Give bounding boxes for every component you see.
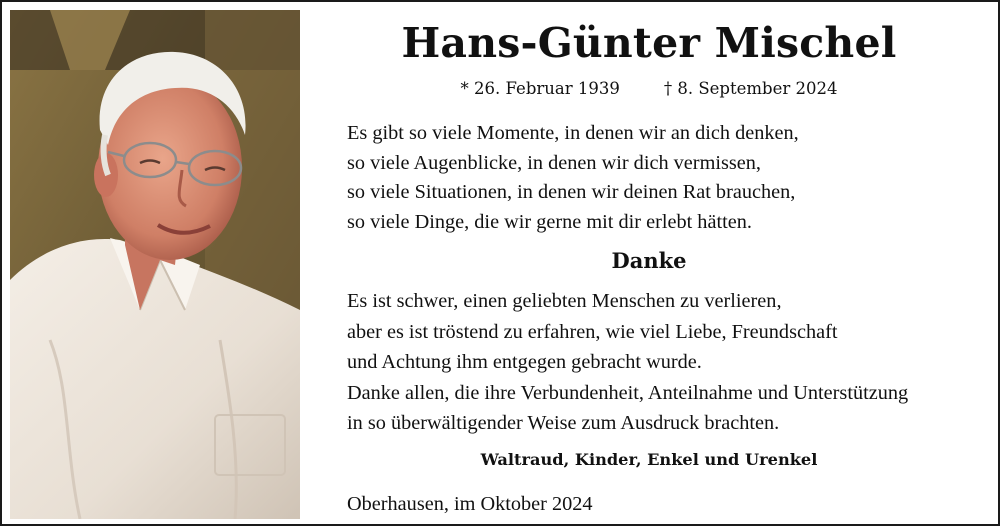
poem-line: Es gibt so viele Momente, in denen wir an dich denken, bbox=[347, 122, 799, 144]
poem-line: so viele Dinge, die wir gerne mit dir erlebt hätten. bbox=[347, 210, 752, 233]
poem-line: so viele Augenblicke, in denen wir dich vermissen, bbox=[347, 151, 761, 174]
family-signature: Waltraud, Kinder, Enkel und Urenkel bbox=[480, 450, 818, 469]
thanks-line: aber es ist tröstend zu erfahren, wie viel Liebe, Freundschaft bbox=[347, 320, 838, 343]
place-and-date: Oberhausen, im Oktober 2024 bbox=[347, 493, 593, 515]
poem-line: so viele Situationen, in denen wir deinen Rat brauchen, bbox=[347, 181, 796, 203]
birth-date: * 26. Februar 1939 bbox=[460, 79, 620, 98]
deceased-name: Hans-Günter Mischel bbox=[401, 19, 897, 67]
thanks-line: in so überwältigender Weise zum Ausdruck brachten. bbox=[347, 412, 780, 434]
thanks-line: und Achtung ihm entgegen gebracht wurde. bbox=[347, 351, 702, 373]
poem bbox=[347, 119, 799, 237]
obituary-text bbox=[302, 2, 996, 524]
thanks-heading: Danke bbox=[611, 248, 687, 273]
thanks-line: Es ist schwer, einen geliebten Menschen zu verlieren, bbox=[347, 290, 782, 312]
thanks-line: Danke allen, die ihre Verbundenheit, Anteilnahme und Unterstützung bbox=[347, 381, 909, 404]
death-date: † 8. September 2024 bbox=[663, 79, 838, 98]
portrait-photo bbox=[10, 10, 300, 519]
life-dates bbox=[302, 78, 996, 100]
thanks-text bbox=[347, 286, 908, 439]
